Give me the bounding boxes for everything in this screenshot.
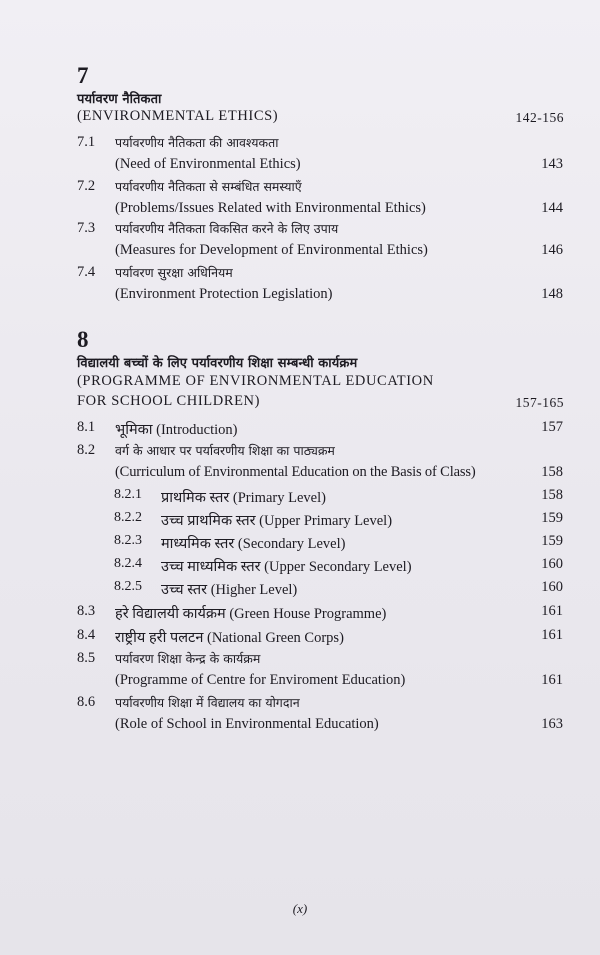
toc-entry[interactable] bbox=[0, 650, 600, 672]
toc-subentry[interactable] bbox=[0, 533, 600, 555]
toc-subentry[interactable] bbox=[0, 510, 600, 532]
entry-title: हरे विद्यालयी कार्यक्रम (Green House Programme) bbox=[115, 606, 387, 622]
entry-number: 8.2.3 bbox=[114, 533, 142, 548]
toc-entry-english[interactable] bbox=[0, 242, 600, 264]
entry-title-hindi: पर्यावरणीय शिक्षा में विद्यालय का योगदान bbox=[115, 695, 300, 710]
entry-title: उच्च माध्यमिक स्तर (Upper Secondary Level) bbox=[161, 559, 412, 575]
entry-title-hindi: पर्यावरणीय नैतिकता की आवश्यकता bbox=[115, 135, 279, 150]
entry-title: उच्च स्तर (Higher Level) bbox=[161, 582, 298, 598]
entry-page: 163 bbox=[541, 716, 563, 732]
chapter-title-hindi: विद्यालयी बच्चों के लिए पर्यावरणीय शिक्षा सम्बन्धी कार्यक्रम bbox=[77, 356, 358, 371]
entry-number: 8.2.5 bbox=[114, 579, 142, 594]
toc-entry-english[interactable] bbox=[0, 672, 600, 694]
toc-entry[interactable] bbox=[0, 694, 600, 716]
toc-entry-english[interactable] bbox=[0, 286, 600, 308]
entry-number: 7.1 bbox=[77, 134, 96, 150]
toc-entry[interactable] bbox=[0, 264, 600, 286]
chapter-number: 7 bbox=[77, 63, 89, 88]
toc-entry-english[interactable] bbox=[0, 156, 600, 178]
toc-subentry[interactable] bbox=[0, 556, 600, 578]
toc-entry[interactable] bbox=[0, 442, 600, 464]
entry-page: 160 bbox=[541, 579, 563, 595]
toc-entry[interactable] bbox=[0, 419, 600, 441]
chapter-page-range: 142-156 bbox=[515, 110, 564, 125]
entry-title-english: (Measures for Development of Environmental Ethics) bbox=[115, 242, 428, 258]
entry-title: भूमिका (Introduction) bbox=[115, 422, 238, 438]
entry-number: 8.2.2 bbox=[114, 510, 142, 525]
entry-number: 7.3 bbox=[77, 220, 96, 236]
entry-page: 158 bbox=[541, 487, 563, 503]
entry-number: 8.5 bbox=[77, 650, 96, 666]
entry-page: 158 bbox=[541, 464, 563, 480]
toc-entry-english[interactable] bbox=[0, 200, 600, 222]
entry-title-hindi: पर्यावरणीय नैतिकता से सम्बंधित समस्याएँ bbox=[115, 179, 302, 194]
entry-page: 157 bbox=[541, 419, 563, 435]
entry-number: 8.2.4 bbox=[114, 556, 142, 571]
entry-number: 8.2 bbox=[77, 442, 96, 458]
page-footer-number: (x) bbox=[292, 901, 308, 916]
toc-entry[interactable] bbox=[0, 134, 600, 156]
entry-page: 146 bbox=[541, 242, 563, 258]
chapter-number: 8 bbox=[77, 327, 89, 352]
toc-entry-english[interactable] bbox=[0, 716, 600, 738]
entry-number: 7.4 bbox=[77, 264, 96, 280]
chapter-page-range: 157-165 bbox=[515, 395, 564, 410]
entry-number: 8.2.1 bbox=[114, 487, 142, 502]
toc-entry[interactable] bbox=[0, 627, 600, 649]
entry-page: 148 bbox=[541, 286, 563, 302]
toc-subentry[interactable] bbox=[0, 487, 600, 509]
chapter-title-english-line2: FOR SCHOOL CHILDREN) bbox=[77, 393, 261, 409]
chapter-title-hindi: पर्यावरण नैतिकता bbox=[77, 92, 162, 107]
toc-entry[interactable] bbox=[0, 220, 600, 242]
chapter-title-english-line1: (PROGRAMME OF ENVIRONMENTAL EDUCATION bbox=[77, 373, 434, 389]
entry-number: 8.1 bbox=[77, 419, 96, 435]
entry-title: प्राथमिक स्तर (Primary Level) bbox=[161, 490, 326, 506]
entry-title-english: (Need of Environmental Ethics) bbox=[115, 156, 301, 172]
entry-page: 159 bbox=[541, 533, 563, 549]
entry-title-hindi: पर्यावरण सुरक्षा अधिनियम bbox=[115, 265, 233, 280]
entry-title-hindi: पर्यावरण शिक्षा केन्द्र के कार्यक्रम bbox=[115, 651, 261, 666]
entry-title-english: (Curriculum of Environmental Education on the Basis of Class) bbox=[115, 464, 476, 480]
toc-entry-english[interactable] bbox=[0, 464, 600, 486]
entry-title: राष्ट्रीय हरी पलटन (National Green Corps) bbox=[115, 630, 344, 646]
entry-page: 160 bbox=[541, 556, 563, 572]
entry-number: 8.6 bbox=[77, 694, 96, 710]
entry-page: 144 bbox=[541, 200, 563, 216]
chapter-title-english: (ENVIRONMENTAL ETHICS) bbox=[77, 108, 279, 124]
entry-title-english: (Programme of Centre for Enviroment Education) bbox=[115, 672, 406, 688]
entry-number: 8.4 bbox=[77, 627, 96, 643]
entry-page: 161 bbox=[541, 672, 563, 688]
toc-entry[interactable] bbox=[0, 603, 600, 625]
entry-page: 161 bbox=[541, 627, 563, 643]
entry-title: उच्च प्राथमिक स्तर (Upper Primary Level) bbox=[161, 513, 393, 529]
entry-title: माध्यमिक स्तर (Secondary Level) bbox=[161, 536, 346, 552]
entry-number: 7.2 bbox=[77, 178, 96, 194]
entry-page: 161 bbox=[541, 603, 563, 619]
entry-page: 159 bbox=[541, 510, 563, 526]
entry-number: 8.3 bbox=[77, 603, 96, 619]
entry-title-hindi: पर्यावरणीय नैतिकता विकसित करने के लिए उपाय bbox=[115, 221, 339, 236]
entry-page: 143 bbox=[541, 156, 563, 172]
entry-title-english: (Problems/Issues Related with Environmental Ethics) bbox=[115, 200, 426, 216]
entry-title-hindi: वर्ग के आधार पर पर्यावरणीय शिक्षा का पाठ्यक्रम bbox=[115, 443, 335, 458]
toc-subentry[interactable] bbox=[0, 579, 600, 601]
entry-title-english: (Role of School in Environmental Education) bbox=[115, 716, 379, 732]
toc-entry[interactable] bbox=[0, 178, 600, 200]
entry-title-english: (Environment Protection Legislation) bbox=[115, 286, 333, 302]
